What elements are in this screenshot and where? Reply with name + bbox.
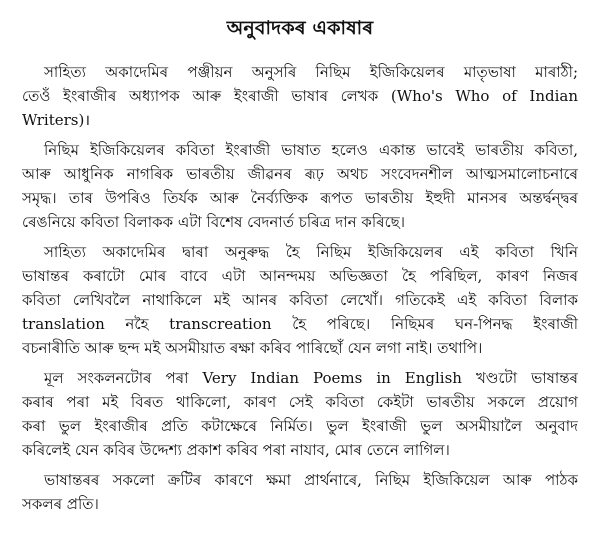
text-line: Writers)। — [22, 111, 91, 129]
text-line: ভাষান্তৰৰ সকলো ক্ৰটিৰ কাৰণে ক্ষমা প্ৰাৰ্থনাৰে, নিছিম ইজিকিয়েল আৰু পাঠক — [44, 471, 578, 489]
page-title: অনুবাদকৰ একাষাৰ — [226, 17, 374, 39]
text-line: translation নহৈ transcreation হৈ পৰিছে। নিছিমৰ ঘন-পিনদ্ধ ইংৰাজী — [22, 315, 578, 333]
text-line: সাহিত্য অকাদেমিৰ দ্বাৰা অনুৰুদ্ধ হৈ নিছিম ইজিকিয়েলৰ এই কবিতা খিনি — [44, 243, 578, 261]
paragraph-5 — [22, 468, 578, 516]
paragraph-4 — [22, 366, 578, 462]
text-line: তেওঁ ইংৰাজীৰ অধ্যাপক আৰু ইংৰাজী ভাষাৰ লেখক (Who's Who of Indian — [22, 87, 578, 105]
text-line: কৰা ভুল ইংৰাজীৰ প্ৰতি কটাক্ষেৰে নিৰ্মিত। ভুল ইংৰাজী ভুল অসমীয়ালৈ অনুবাদ — [22, 417, 578, 435]
text-line: কৰিলেই যেন কবিৰ উদ্দেশ্য প্ৰকাশ কৰিব পৰা নাযাব, মোৰ তেনে লাগিল। — [22, 441, 450, 459]
text-line: মূল সংকলনটোৰ পৰা Very Indian Poems in English খণ্ডটো ভাষান্তৰ — [44, 369, 578, 387]
text-line: কৰাৰ পৰা মই বিৰত থাকিলো, কাৰণ সেই কবিতা কেইটা ভাৰতীয় সকলে প্ৰয়োগ — [22, 393, 578, 411]
text-line: বচনাৰীতি আৰু ছন্দ মই অসমীয়াত ৰক্ষা কৰিব পাৰিছোঁ যেন লগা নাই। তথাপি। — [22, 339, 483, 357]
text-line: আৰু আধুনিক নাগৰিক ভাৰতীয় জীৱনৰ ৰূঢ় অথচ সংবেদনশীল আত্মসমালোচনাৰে — [22, 165, 578, 183]
text-line: সমৃদ্ধ। তাৰ উপৰিও তিৰ্যক আৰু নৈৰ্ব্যক্তিক ৰূপত ভাৰতীয় ইহুদী মানসৰ অন্তৰ্দ্বন্দ্বৰ — [22, 189, 578, 207]
text-line: ৰেঙনিয়ে কবিতা বিলাকক এটা বিশেষ বেদনাৰ্ত চৰিত্ৰ দান কৰিছে। — [22, 213, 406, 231]
paragraph-3 — [22, 240, 578, 360]
text-line: ভাষান্তৰ কৰাটো মোৰ বাবে এটা আনন্দময় অভিজ্ঞতা হৈ পৰিছিল, কাৰণ নিজৰ — [22, 267, 578, 285]
paragraph-2 — [22, 138, 578, 234]
text-line: নিছিম ইজিকিয়েলৰ কবিতা ইংৰাজী ভাষাত হলেও একান্ত ভাবেই ভাৰতীয় কবিতা, — [44, 141, 578, 159]
paragraph-1 — [22, 60, 578, 132]
text-line: সকলৰ প্ৰতি। — [22, 495, 99, 513]
text-line: কবিতা লেখিবলৈ নাথাকিলে মই আনৰ কবিতা লেখোঁ। গতিকেই এই কবিতা বিলাক — [22, 291, 578, 309]
text-line: সাহিত্য অকাদেমিৰ পঞ্জীয়ন অনুসৰি নিছিম ইজিকিয়েলৰ মাতৃভাষা মাৰাঠী; — [44, 63, 578, 81]
